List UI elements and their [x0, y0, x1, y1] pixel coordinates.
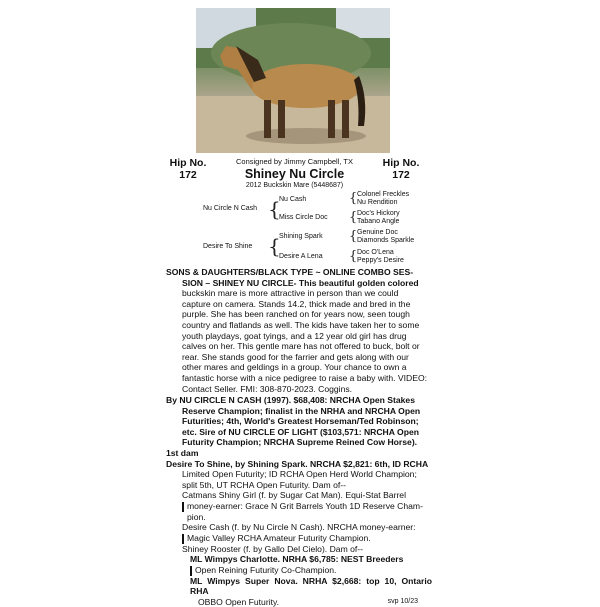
desc-line: other mares and geldings in a group. Your chance to own a — [182, 362, 407, 373]
ped-g7: Doc O'Lena — [357, 249, 394, 256]
ped-sire: Nu Circle N Cash — [203, 205, 258, 212]
black-type-bar — [182, 534, 184, 544]
description — [166, 267, 432, 394]
consignor-name: Jimmy Campbell, TX — [283, 157, 353, 166]
dam-line: Limited Open Futurity; ID RCHA Open Herd World Champion; — [182, 469, 417, 480]
hip-number-left: 172 — [179, 169, 197, 181]
desc-line: capture on camera. Stands 14.2, thick made and bred in the — [182, 298, 411, 309]
desc-line-bold: SION – SHINEY NU CIRCLE- This beautiful golden colored — [182, 277, 419, 288]
sire-line: Futurities; 4th, World's Greatest Horseman/Ted Robinson; — [182, 416, 419, 427]
sire-line: etc. Sire of NU CIRCLE OF LIGHT ($103,571: NRCHA Open — [182, 426, 420, 437]
hip-number-right: 172 — [392, 169, 410, 181]
dam-line: Catmans Shiny Girl (f. by Sugar Cat Man). Equi-Stat Barrel — [182, 490, 406, 501]
dam-line-text: OBBO Open Futurity. — [198, 596, 280, 607]
desc-line: youth playdays, goat tyings, and a 12 year old girl has drug — [182, 330, 407, 341]
ped-sire-sire: Nu Cash — [279, 196, 307, 203]
black-type-bar — [182, 502, 184, 512]
sire-line: By NU CIRCLE N CASH (1997). $68,408: NRCHA Open Stakes — [166, 395, 415, 405]
dam-line: Shiney Rooster (f. by Gallo Del Cielo). Dam of-- — [182, 543, 364, 554]
first-dam-section — [166, 448, 432, 607]
dam-line — [166, 597, 432, 607]
desc-line: buckskin mare is more attractive in person than we could — [182, 288, 399, 299]
horse-name: Shiney Nu Circle — [244, 167, 345, 181]
sire-line: Futurity Champion; NRCHA Supreme Reined Cow Horse). — [182, 437, 418, 448]
sire-line: Reserve Champion; finalist in the NRHA and NRCHA Open — [182, 405, 421, 416]
desc-line: Contact Seller. FMI: 308-870-2023. Coggins. — [182, 383, 353, 394]
consigned-line — [216, 157, 373, 166]
dam-line — [166, 565, 432, 576]
ped-sire-dam: Miss Circle Doc — [279, 214, 328, 221]
ped-g8: Peppy's Desire — [357, 257, 404, 264]
ped-g1: Colonel Freckles — [357, 191, 410, 198]
dam-line: split 5th, UT RCHA Open Futurity. Dam of-- — [182, 479, 346, 490]
ped-dam-sire: Shining Spark — [279, 233, 323, 240]
dam-line: ML Wimpys Charlotte. NRHA $6,785: NEST Breeders — [190, 554, 404, 565]
dam-line — [166, 533, 432, 544]
desc-line: purple. She has been ranched on for years now, seen tough — [182, 309, 410, 320]
dam-line — [166, 501, 432, 512]
dam-line: ML Wimpys Super Nova. NRHA $2,668: top 10, Ontario RHA — [190, 575, 432, 597]
first-dam-heading: 1st dam — [166, 448, 199, 458]
ped-dam-brace: { — [268, 234, 281, 258]
hip-label-right: Hip No. — [382, 157, 420, 169]
desc-line: SONS & DAUGHTERS/BLACK TYPE ~ ONLINE COMBO SES- — [166, 267, 414, 277]
desc-line — [166, 278, 432, 289]
dam-line-text: money-earner: Grace N Grit Barrels Youth 1D Reserve Cham- — [187, 500, 423, 511]
dam-line: Desire Cash (f. by Nu Circle N Cash). NRCHA money-earner: — [182, 522, 416, 533]
dam-line-text: Open Reining Futurity Co-Champion. — [195, 564, 337, 575]
consigned-prefix: Consigned by — [235, 157, 282, 166]
horse-details: 2012 Buckskin Mare (5448687) — [245, 182, 344, 189]
desc-line: calves on her. This gentle mare has not offered to buck, bolt or — [182, 341, 420, 352]
desc-line: rear. She stands good for the farrier and gets along with our — [182, 351, 409, 362]
ped-g2: Nu Rendition — [357, 199, 398, 206]
ped-g-brace-4: { — [349, 249, 358, 264]
dam-line: pion. — [187, 511, 206, 522]
ped-g6: Diamonds Sparkle — [357, 237, 415, 244]
desc-line: fantastic horse with a nice pedigree to raise a baby with. VIDEO: — [182, 372, 428, 383]
footer-code: svp 10/23 — [387, 597, 418, 605]
hip-left — [160, 157, 216, 181]
dam-line-text: Magic Valley RCHA Amateur Futurity Champion. — [187, 532, 371, 543]
ped-g-brace-2: { — [349, 210, 358, 225]
hip-right — [373, 157, 429, 181]
ped-dam: Desire To Shine — [203, 243, 253, 250]
ped-dam-dam: Desire A Lena — [279, 253, 323, 260]
ped-g5: Genuine Doc — [357, 229, 398, 236]
ped-g3: Doc's Hickory — [357, 210, 400, 217]
desc-line: country and flatlands as well. The kids have taken her to some — [182, 319, 420, 330]
sire-section — [166, 395, 432, 448]
black-type-bar — [190, 566, 192, 576]
dam-line: Desire To Shine, by Shining Spark. NRCHA $2,821: 6th, ID RCHA — [166, 458, 429, 469]
hip-label-left: Hip No. — [169, 157, 207, 169]
ped-g4: Tabano Angle — [357, 218, 400, 225]
ped-g-brace-3: { — [349, 229, 358, 244]
horse-photo — [196, 8, 390, 153]
horse-photo-art — [196, 8, 390, 153]
ped-sire-brace: { — [268, 197, 281, 221]
ped-g-brace-1: { — [349, 191, 358, 206]
